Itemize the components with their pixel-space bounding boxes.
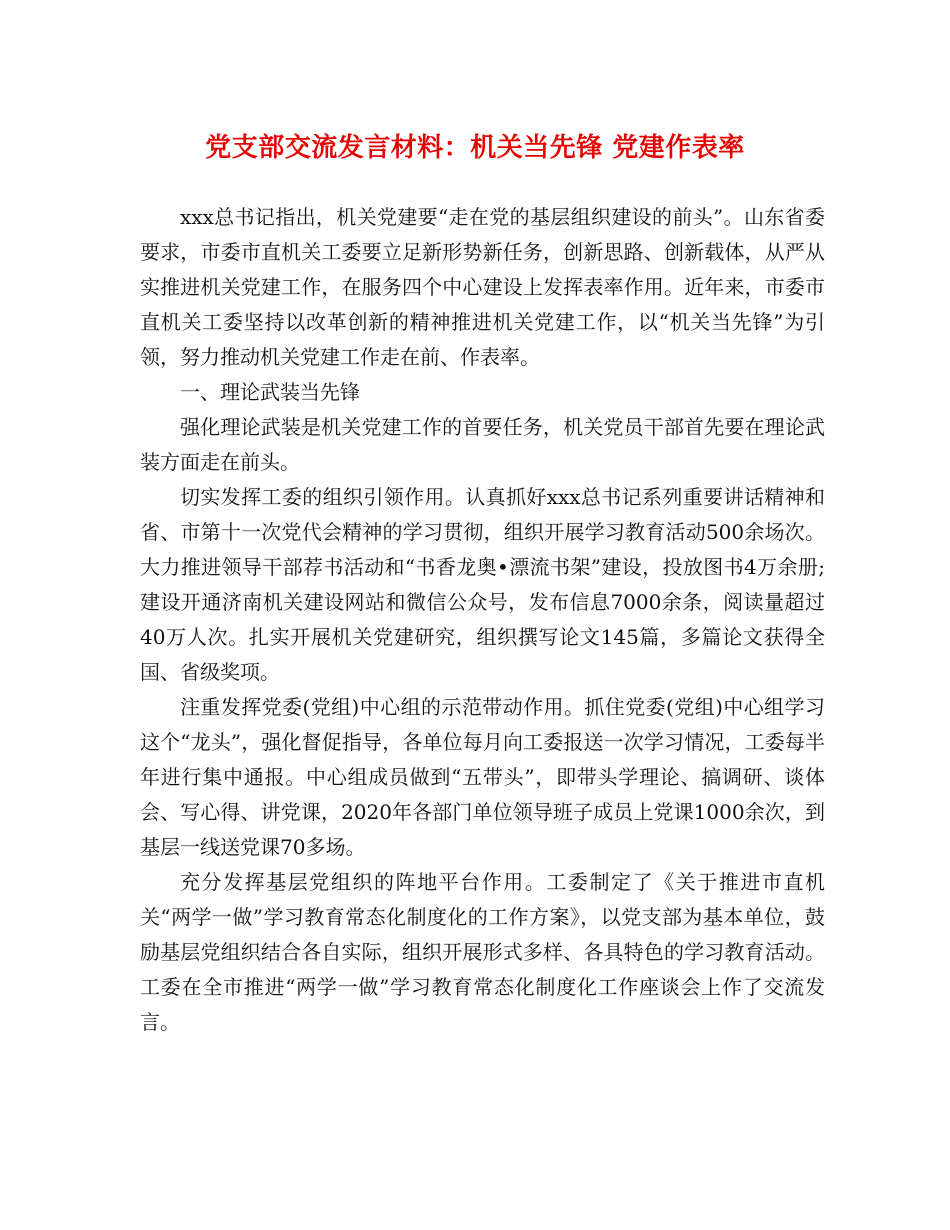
document-title: 党支部交流发言材料：机关当先锋 党建作表率	[205, 133, 745, 163]
body-paragraph: 切实发挥工委的组织引领作用。认真抓好xxx总书记系列重要讲话精神和省、市第十一次党代会精神的学习贯彻，组织开展学习教育活动500余场次。大力推进领导干部荐书活动和“书香龙奥•漂流书架”建设，投放图书4万余册;建设开通济南机关建设网站和微信公众号，发布信息7000余条，阅读量超过40万人次。扎实开展机关党建研究，组织撰写论文145篇，多篇论文获得全国、省级奖项。	[140, 485, 825, 684]
intro-paragraph: xxx总书记指出，机关党建要“走在党的基层组织建设的前头”。山东省委要求，市委市直机关工委要立足新形势新任务，创新思路、创新载体，从严从实推进机关党建工作，在服务四个中心建设上发挥表率作用。近年来，市委市直机关工委坚持以改革创新的精神推进机关党建工作，以“机关当先锋”为引领，努力推动机关党建工作走在前、作表率。	[140, 205, 825, 369]
body-paragraph: 强化理论武装是机关党建工作的首要任务，机关党员干部首先要在理论武装方面走在前头。	[140, 415, 825, 474]
section-heading: 一、理论武装当先锋	[180, 380, 360, 404]
body-paragraph: 充分发挥基层党组织的阵地平台作用。工委制定了《关于推进市直机关“两学一做”学习教育常态化制度化的工作方案》，以党支部为基本单位，鼓励基层党组织结合各自实际，组织开展形式多样、各具特色的学习教育活动。工委在全市推进“两学一做”学习教育常态化制度化工作座谈会上作了交流发言。	[140, 870, 825, 1034]
body-paragraph: 注重发挥党委(党组)中心组的示范带动作用。抓住党委(党组)中心组学习这个“龙头”，强化督促指导，各单位每月向工委报送一次学习情况，工委每半年进行集中通报。中心组成员做到“五带头”，即带头学理论、搞调研、谈体会、写心得、讲党课，2020年各部门单位领导班子成员上党课1000余次，到基层一线送党课70多场。	[140, 695, 825, 859]
document-body	[140, 200, 825, 1040]
